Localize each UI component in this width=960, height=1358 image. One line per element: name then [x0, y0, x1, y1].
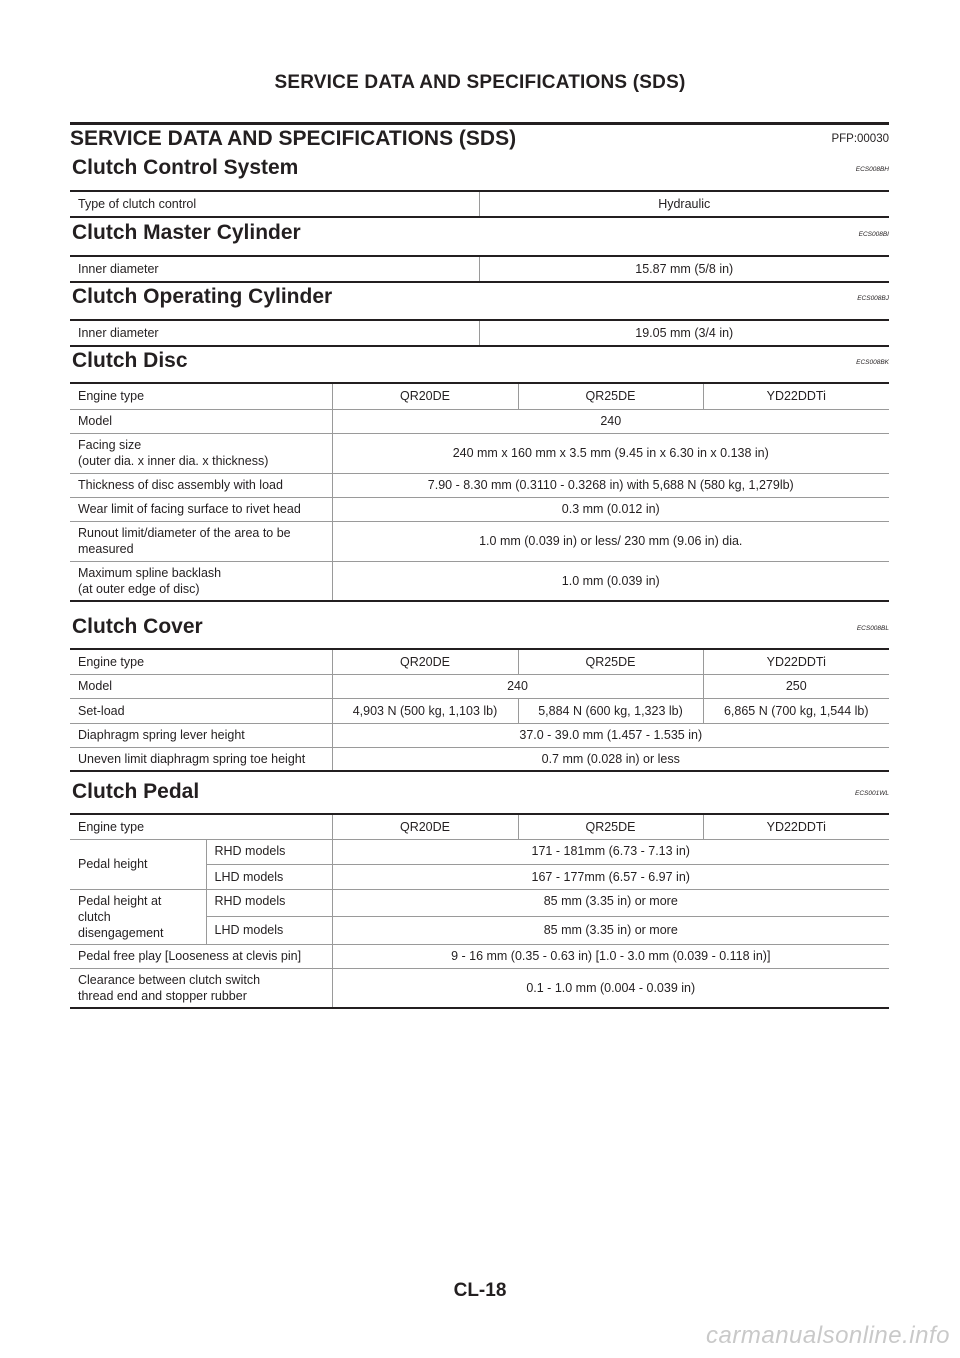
watermark: carmanualsonline.info [706, 1322, 950, 1349]
spec-value: 0.7 mm (0.028 in) or less [332, 747, 889, 771]
section-clutch-disc [70, 349, 889, 602]
engine-type-label: Engine type [70, 814, 332, 839]
engine-qr20de: QR20DE [332, 814, 518, 839]
spec-label: Pedal free play [Looseness at clevis pin] [70, 944, 332, 968]
spec-value: Hydraulic [479, 191, 889, 217]
spec-label: Diaphragm spring lever height [70, 723, 332, 747]
spec-label: Pedal height [70, 839, 206, 889]
spec-label [70, 561, 332, 601]
clutch-disc-table [70, 382, 889, 602]
table-row [70, 814, 889, 839]
section-title: Clutch Cover [72, 615, 203, 638]
spec-label: Type of clutch control [78, 197, 197, 211]
model-label: LHD models [206, 864, 332, 889]
section-title: Clutch Disc [72, 349, 188, 372]
section-clutch-control [70, 156, 889, 218]
section-title: Clutch Control System [72, 156, 299, 179]
spec-value: 240 mm x 160 mm x 3.5 mm (9.45 in x 6.30 in x 0.138 in) [332, 433, 889, 473]
spec-value: 85 mm (3.35 in) or more [332, 889, 889, 917]
spec-label [70, 521, 332, 561]
label-line: (at outer edge of disc) [78, 581, 200, 596]
spec-label: Model [70, 409, 332, 433]
table-row [70, 747, 889, 771]
section-clutch-cover [70, 615, 889, 772]
section-code: ECS008BI [858, 231, 889, 238]
spec-value: 15.87 mm (5/8 in) [479, 256, 889, 282]
table-row [70, 473, 889, 497]
table-row [70, 433, 889, 473]
label-line: Clearance between clutch switch [78, 972, 261, 987]
section-title: Clutch Operating Cylinder [72, 285, 333, 308]
spec-label: Inner diameter [78, 326, 159, 340]
table-row [70, 256, 889, 282]
spec-value: 9 - 16 mm (0.35 - 0.63 in) [1.0 - 3.0 mm (0.039 - 0.118 in)] [332, 944, 889, 968]
spec-value: 37.0 - 39.0 mm (1.457 - 1.535 in) [332, 723, 889, 747]
table-row [70, 698, 889, 723]
table-row [70, 944, 889, 968]
engine-type-label: Engine type [70, 383, 332, 409]
section-code: ECS001WL [855, 790, 889, 797]
model-label: RHD models [206, 889, 332, 917]
section-title: Clutch Master Cylinder [72, 221, 301, 244]
clutch-cover-table [70, 648, 889, 772]
label-line: Facing size [78, 438, 142, 452]
label-line: thread end and stopper rubber [78, 988, 247, 1003]
operating-cylinder-table [70, 319, 889, 347]
spec-value: 1.0 mm (0.039 in) or less/ 230 mm (9.06 in) dia. [332, 521, 889, 561]
section-code: ECS008BL [856, 625, 889, 632]
spec-value: 240 [332, 674, 703, 698]
model-label: RHD models [206, 839, 332, 864]
spec-label: Inner diameter [78, 262, 159, 276]
engine-qr25de: QR25DE [518, 814, 703, 839]
spec-value: 167 - 177mm (6.57 - 6.97 in) [332, 864, 889, 889]
clutch-control-table [70, 190, 889, 218]
table-row [70, 320, 889, 346]
engine-yd22ddti: YD22DDTi [703, 814, 889, 839]
label-line: Runout limit/diameter of the area to be [78, 526, 291, 540]
label-line: clutch disengagement [78, 909, 164, 940]
engine-qr25de: QR25DE [518, 383, 703, 409]
page-number: CL-18 [453, 1280, 507, 1301]
spec-value: 5,884 N (600 kg, 1,323 lb) [518, 698, 703, 723]
spec-value: 85 mm (3.35 in) or more [332, 917, 889, 945]
table-row [70, 383, 889, 409]
spec-label: Uneven limit diaphragm spring toe height [78, 751, 306, 766]
label-line: Maximum spline backlash [78, 565, 222, 580]
section-title: Clutch Pedal [72, 780, 200, 803]
spec-label: Set-load [70, 698, 332, 723]
label-line: (outer dia. x inner dia. x thickness) [78, 454, 269, 468]
spec-value: 7.90 - 8.30 mm (0.3110 - 0.3268 in) with 5,688 N (580 kg, 1,279lb) [332, 473, 889, 497]
spec-label: Wear limit of facing surface to rivet head [70, 497, 332, 521]
table-row [70, 409, 889, 433]
table-row [70, 521, 889, 561]
page-header: SERVICE DATA AND SPECIFICATIONS (SDS) [274, 72, 686, 93]
label-line: measured [78, 542, 134, 556]
engine-qr25de: QR25DE [518, 649, 703, 674]
engine-type-label: Engine type [70, 649, 332, 674]
table-row [70, 839, 889, 864]
table-row [70, 649, 889, 674]
section-code: ECS008BH [855, 166, 889, 173]
spec-value: 4,903 N (500 kg, 1,103 lb) [332, 698, 518, 723]
engine-yd22ddti: YD22DDTi [703, 649, 889, 674]
spec-label [70, 889, 206, 944]
engine-qr20de: QR20DE [332, 383, 518, 409]
spec-value: 171 - 181mm (6.73 - 7.13 in) [332, 839, 889, 864]
master-cylinder-table [70, 255, 889, 283]
section-clutch-pedal [70, 780, 889, 1009]
table-row [70, 889, 889, 917]
spec-value: 19.05 mm (3/4 in) [479, 320, 889, 346]
section-code: ECS008BK [856, 359, 889, 366]
label-line: Pedal height at [78, 893, 162, 908]
engine-qr20de: QR20DE [332, 649, 518, 674]
spec-label [70, 433, 332, 473]
spec-label: Model [70, 674, 332, 698]
pfp-code: PFP:00030 [831, 133, 889, 145]
spec-value: 250 [703, 674, 889, 698]
table-row [70, 561, 889, 601]
table-row [70, 497, 889, 521]
spec-value: 1.0 mm (0.039 in) [332, 561, 889, 601]
spec-value: 240 [332, 409, 889, 433]
spec-label [70, 968, 332, 1008]
spec-value: 0.1 - 1.0 mm (0.004 - 0.039 in) [332, 968, 889, 1008]
main-title-row [70, 127, 889, 151]
main-title: SERVICE DATA AND SPECIFICATIONS (SDS) [70, 127, 517, 150]
table-row [70, 968, 889, 1008]
section-code: ECS008BJ [857, 295, 889, 302]
table-row [70, 191, 889, 217]
engine-yd22ddti: YD22DDTi [703, 383, 889, 409]
section-master-cylinder [70, 221, 889, 283]
table-row [70, 723, 889, 747]
table-row [70, 674, 889, 698]
model-label: LHD models [206, 917, 332, 945]
spec-label: Thickness of disc assembly with load [70, 473, 332, 497]
header-rule [70, 122, 889, 125]
clutch-pedal-table [70, 813, 889, 1009]
spec-value: 6,865 N (700 kg, 1,544 lb) [703, 698, 889, 723]
spec-value: 0.3 mm (0.012 in) [332, 497, 889, 521]
section-operating-cylinder [70, 285, 889, 347]
